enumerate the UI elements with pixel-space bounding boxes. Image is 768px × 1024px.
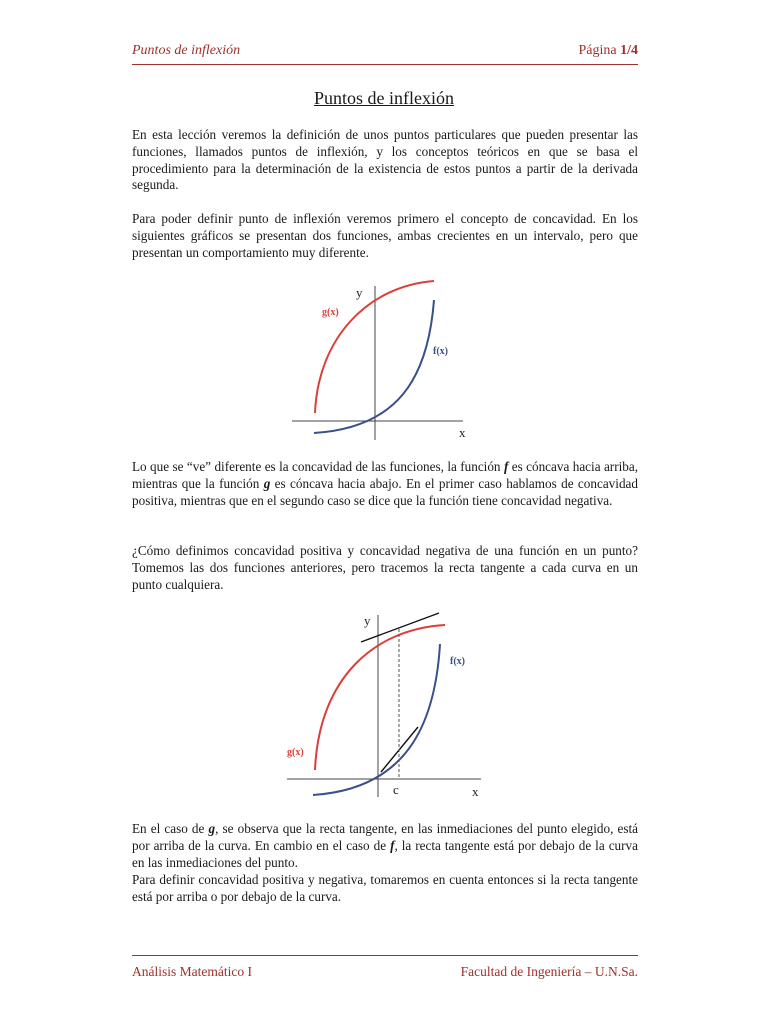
footer-course: Análisis Matemático I [132,964,252,979]
paragraph-definition: Para definir concavidad positiva y negativa, tomaremos en cuenta entonces si la recta tangente está por arriba o por debajo de la curva. [132,872,638,904]
text-span: es cóncava hacia abajo. En el primer caso hablamos de concavidad positiva, mientras que en el segundo caso se dice que la función tiene concavidad negativa. [132,475,638,508]
curve-f [314,300,434,433]
page-number: 1/4 [620,43,638,58]
function-g: g [263,475,271,491]
paragraph-concavity-explanation [132,459,638,509]
page-title: Puntos de inflexión [314,88,454,108]
f-label: f(x) [450,656,465,667]
y-axis-label: y [364,613,371,628]
text-span: Lo que se “ve” diferente es la concavidad de las funciones, la función [132,459,504,474]
x-axis-label: x [472,784,479,799]
text-span: En el caso de [132,821,209,836]
function-f: f [390,837,395,853]
page-footer [132,955,638,986]
figure-concavity-1 [288,278,476,444]
text-span: , se observa que la recta tangente, en las inmediaciones del punto elegido, está por arriba de la curva. En cambio en el caso de [132,821,639,853]
header-page [579,43,639,59]
page-label: Página [578,43,617,58]
text-span: es cóncava hacia arriba, mientras que la función [132,459,638,491]
g-label: g(x) [322,307,339,318]
paragraph-intro: En esta lección veremos la definición de unos puntos particulares que pueden presentar las funciones, llamados puntos de inflexión, y los conceptos teóricos en que se basa el procedimiento para la determinación de la existencia de estos puntos a partir de la derivada segunda. [132,127,638,193]
paragraph-tangent-position [132,821,638,871]
g-label: g(x) [287,747,304,758]
y-axis-label: y [356,285,363,300]
x-axis-label: x [459,425,466,440]
page-header [132,40,638,65]
function-f: f [503,459,509,474]
curve-f [313,644,440,795]
c-label: c [393,782,399,797]
figure-concavity-tangents [285,607,485,803]
curve-g [315,625,445,770]
paragraph-concavity: Para poder definir punto de inflexión veremos primero el concepto de concavidad. En los siguientes gráficos se presentan dos funciones, ambas crecientes en un intervalo, pero que presentan un comportamiento muy diferente. [132,211,638,260]
f-label: f(x) [433,346,448,357]
function-g: g [208,821,216,836]
footer-faculty: Facultad de Ingeniería – U.N.Sa. [460,964,638,979]
paragraph-question: ¿Cómo definimos concavidad positiva y concavidad negativa de una función en un punto? Tomemos las dos funciones anteriores, pero tracemos la recta tangente a cada curva en un punto cualquiera. [132,543,638,592]
header-title: Puntos de inflexión [132,43,241,58]
text-span: , la recta tangente está por debajo de la curva en las inmediaciones del punto. [132,837,638,870]
